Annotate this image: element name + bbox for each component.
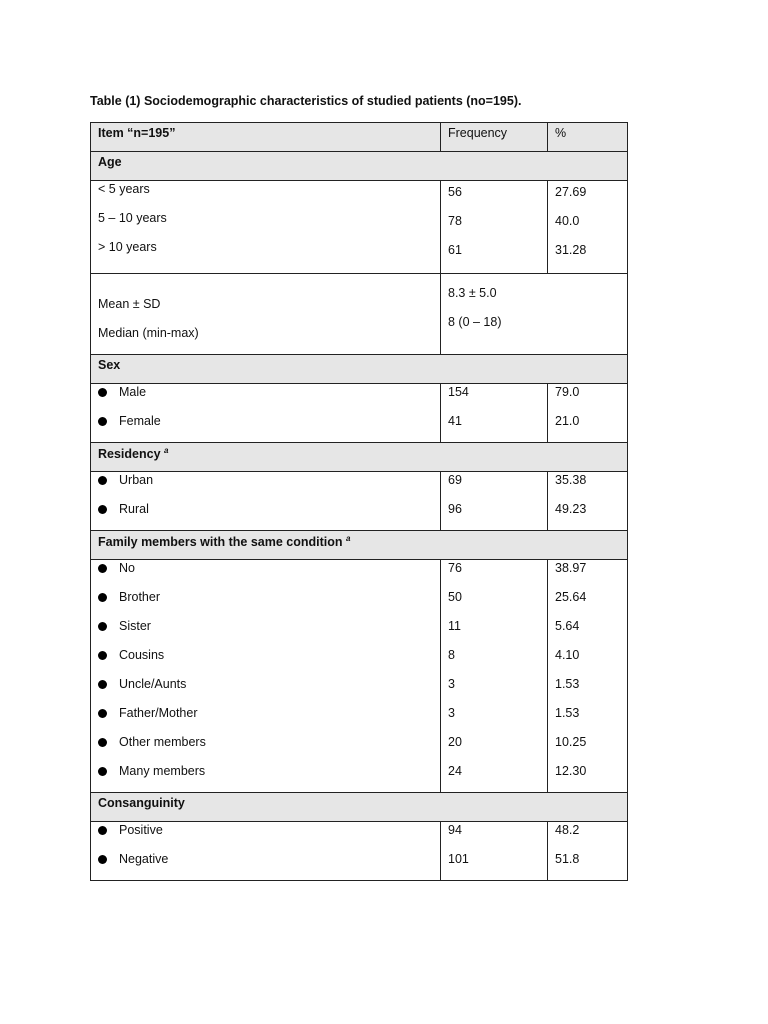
residency-labels-cell — [91, 472, 441, 531]
bullet-icon — [98, 826, 107, 835]
section-family — [91, 531, 628, 560]
consanguinity-rows — [91, 822, 628, 881]
table-header-row — [91, 123, 628, 152]
list-item — [98, 472, 440, 501]
residency-rows — [91, 472, 628, 531]
bullet-icon — [98, 564, 107, 573]
row-percent: 49.23 — [555, 502, 587, 516]
row-percent: 35.38 — [555, 473, 587, 487]
consanguinity-freq-cell — [441, 822, 548, 881]
row-percent: 48.2 — [555, 823, 580, 837]
row-percent: 12.30 — [555, 764, 587, 778]
row-label: Many members — [119, 764, 206, 778]
row-percent: 25.64 — [555, 590, 587, 604]
row-label: 5 – 10 years — [98, 211, 167, 225]
section-consanguinity — [91, 793, 628, 822]
row-percent: 51.8 — [555, 852, 580, 866]
age-stats-labels — [91, 274, 441, 355]
stat-value: 8.3 ± 5.0 — [448, 286, 497, 300]
row-percent: 27.69 — [555, 185, 587, 199]
sex-pct-cell — [548, 384, 628, 443]
family-labels-cell — [91, 560, 441, 793]
list-item — [98, 384, 440, 413]
row-frequency: 96 — [448, 502, 462, 516]
sex-freq-cell — [441, 384, 548, 443]
row-label: Brother — [119, 590, 160, 604]
row-label: Father/Mother — [119, 706, 198, 720]
row-label: Cousins — [119, 648, 165, 662]
list-item — [98, 851, 440, 880]
family-freq-cell — [441, 560, 548, 793]
bullet-icon — [98, 622, 107, 631]
list-item — [98, 560, 440, 589]
consanguinity-labels-cell — [91, 822, 441, 881]
bullet-icon — [98, 855, 107, 864]
row-label: No — [119, 561, 135, 575]
row-frequency: 94 — [448, 823, 462, 837]
section-title: Age — [91, 152, 628, 181]
bullet-icon — [98, 709, 107, 718]
row-percent: 4.10 — [555, 648, 580, 662]
row-frequency: 154 — [448, 385, 469, 399]
section-title — [91, 443, 628, 472]
section-residency — [91, 443, 628, 472]
residency-pct-cell — [548, 472, 628, 531]
row-frequency: 56 — [448, 185, 462, 199]
list-item — [98, 647, 440, 676]
row-frequency: 41 — [448, 414, 462, 428]
section-title — [91, 531, 628, 560]
sex-labels-cell — [91, 384, 441, 443]
row-frequency: 50 — [448, 590, 462, 604]
row-frequency: 3 — [448, 677, 455, 691]
row-percent: 5.64 — [555, 619, 580, 633]
bullet-icon — [98, 476, 107, 485]
family-pct-cell — [548, 560, 628, 793]
row-frequency: 76 — [448, 561, 462, 575]
row-frequency: 24 — [448, 764, 462, 778]
header-frequency: Frequency — [441, 123, 548, 152]
consanguinity-pct-cell — [548, 822, 628, 881]
row-label: Sister — [119, 619, 151, 633]
section-title: Consanguinity — [91, 793, 628, 822]
age-categories-row — [91, 181, 628, 274]
list-item — [98, 589, 440, 618]
list-item — [98, 501, 440, 530]
age-labels-cell — [91, 181, 441, 274]
row-percent: 40.0 — [555, 214, 580, 228]
sociodemographic-table — [90, 122, 628, 881]
list-item — [98, 676, 440, 705]
row-frequency: 78 — [448, 214, 462, 228]
row-frequency: 11 — [448, 619, 461, 633]
section-title-text: Residency — [98, 447, 161, 462]
age-stats-values — [441, 274, 628, 355]
row-frequency: 61 — [448, 243, 462, 257]
row-percent: 21.0 — [555, 414, 580, 428]
bullet-icon — [98, 680, 107, 689]
row-label: Female — [119, 414, 161, 428]
row-frequency: 20 — [448, 735, 462, 749]
footnote-marker: a — [346, 534, 351, 543]
list-item — [98, 618, 440, 647]
list-item — [98, 705, 440, 734]
row-percent: 1.53 — [555, 706, 580, 720]
bullet-icon — [98, 767, 107, 776]
row-label: Positive — [119, 823, 163, 837]
list-item — [98, 734, 440, 763]
list-item — [98, 763, 440, 792]
row-label: Rural — [119, 502, 149, 516]
stat-value: 8 (0 – 18) — [448, 315, 502, 329]
bullet-icon — [98, 738, 107, 747]
bullet-icon — [98, 593, 107, 602]
section-sex — [91, 355, 628, 384]
row-label: Male — [119, 385, 147, 399]
row-percent: 10.25 — [555, 735, 587, 749]
section-title: Sex — [91, 355, 628, 384]
family-rows — [91, 560, 628, 793]
residency-freq-cell — [441, 472, 548, 531]
row-percent: 1.53 — [555, 677, 580, 691]
bullet-icon — [98, 417, 107, 426]
section-title-text: Family members with the same condition — [98, 535, 343, 550]
row-frequency: 3 — [448, 706, 455, 720]
age-freq-cell — [441, 181, 548, 274]
footnote-marker: a — [164, 446, 169, 455]
stat-label: Median (min-max) — [98, 326, 199, 340]
header-percent: % — [548, 123, 628, 152]
list-item — [98, 413, 440, 442]
row-percent: 38.97 — [555, 561, 587, 575]
list-item — [98, 822, 440, 851]
bullet-icon — [98, 505, 107, 514]
bullet-icon — [98, 651, 107, 660]
section-age — [91, 152, 628, 181]
row-label: Uncle/Aunts — [119, 677, 187, 691]
row-label: Negative — [119, 852, 169, 866]
row-frequency: 69 — [448, 473, 462, 487]
bullet-icon — [98, 388, 107, 397]
age-stats-row — [91, 274, 628, 355]
row-label: < 5 years — [98, 182, 150, 196]
table-caption: Table (1) Sociodemographic characteristics of studied patients (no=195). — [90, 94, 522, 108]
age-pct-cell — [548, 181, 628, 274]
row-label: Other members — [119, 735, 206, 749]
row-frequency: 8 — [448, 648, 455, 662]
stat-label: Mean ± SD — [98, 297, 161, 311]
sex-rows — [91, 384, 628, 443]
row-percent: 79.0 — [555, 385, 580, 399]
row-label: Urban — [119, 473, 154, 487]
row-percent: 31.28 — [555, 243, 587, 257]
row-frequency: 101 — [448, 852, 469, 866]
row-label: > 10 years — [98, 240, 157, 254]
header-item: Item “n=195” — [91, 123, 441, 152]
